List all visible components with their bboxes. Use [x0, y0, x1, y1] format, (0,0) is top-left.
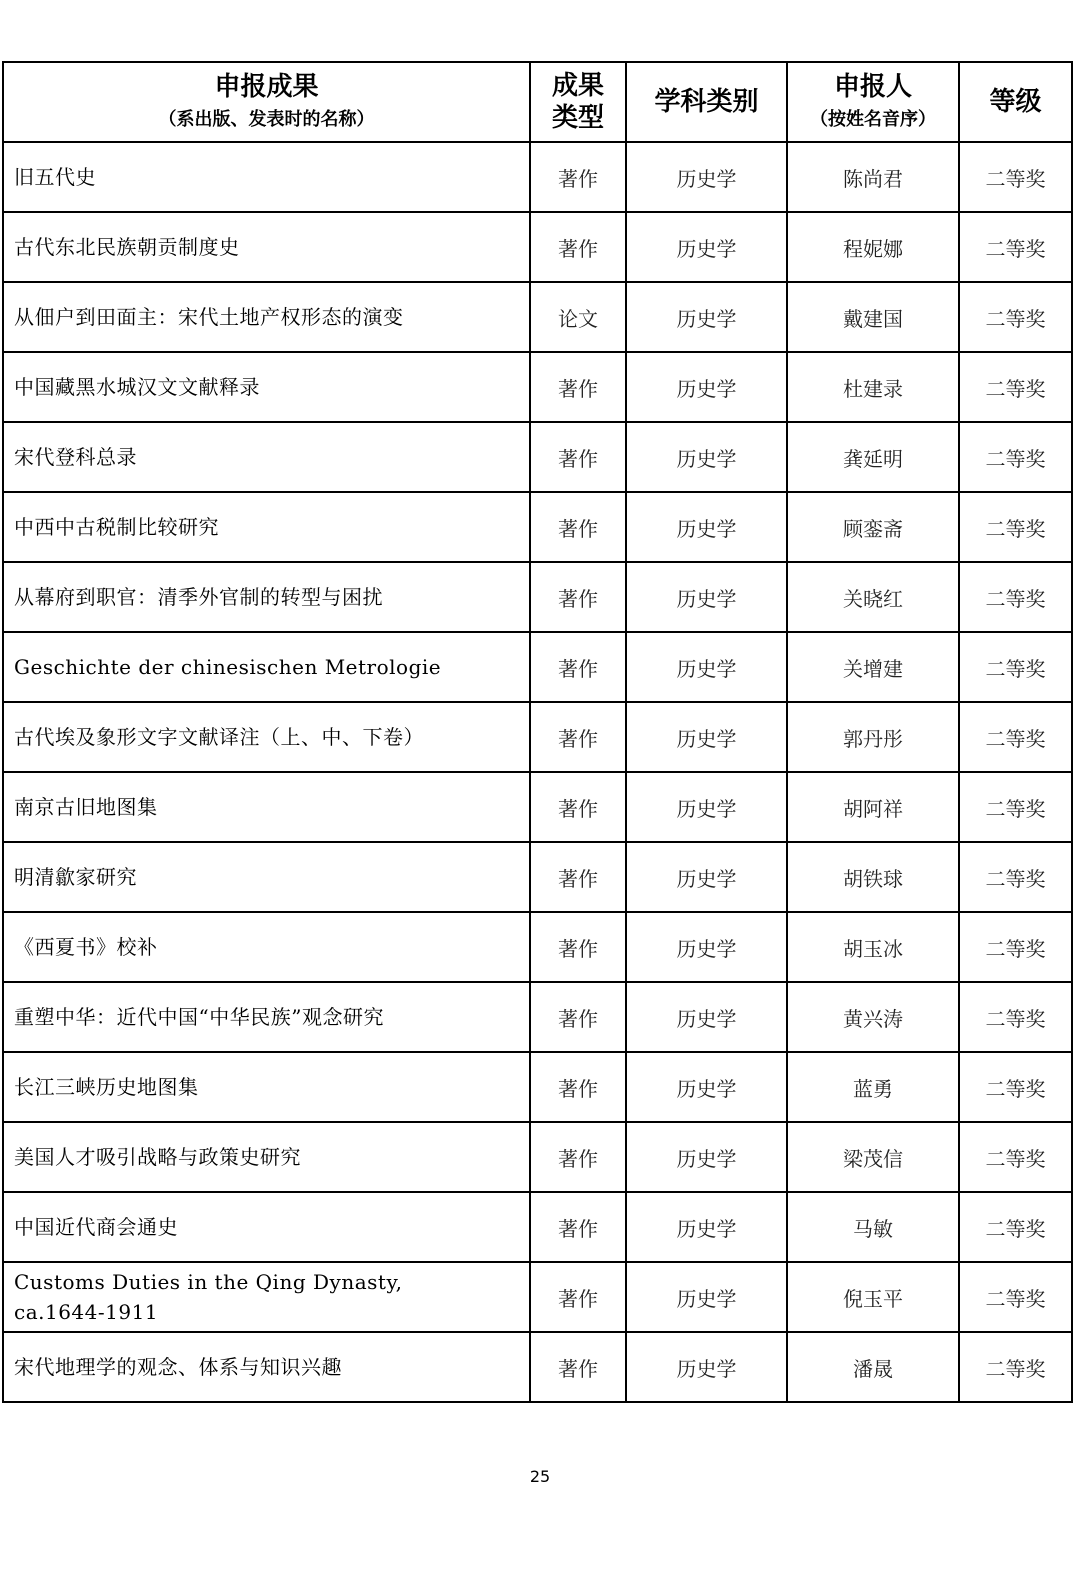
cell-title: 从幕府到职官：清季外官制的转型与困扰 [3, 562, 530, 632]
cell-applicant: 马敏 [787, 1192, 959, 1262]
cell-subject: 历史学 [626, 772, 787, 842]
cell-subject: 历史学 [626, 912, 787, 982]
cell-type: 著作 [530, 632, 626, 702]
cell-applicant: 关增建 [787, 632, 959, 702]
cell-title: 中西中古税制比较研究 [3, 492, 530, 562]
header-subject [626, 62, 787, 142]
cell-type: 著作 [530, 492, 626, 562]
header-result-title: 申报成果 [214, 72, 319, 102]
header-applicant [787, 62, 959, 142]
cell-title: 中国近代商会通史 [3, 1192, 530, 1262]
cell-grade: 二等奖 [959, 142, 1072, 212]
cell-grade: 二等奖 [959, 982, 1072, 1052]
cell-subject: 历史学 [626, 562, 787, 632]
cell-title: 重塑中华：近代中国“中华民族”观念研究 [3, 982, 530, 1052]
cell-title: 南京古旧地图集 [3, 772, 530, 842]
cell-applicant: 蓝勇 [787, 1052, 959, 1122]
cell-title: 宋代登科总录 [3, 422, 530, 492]
cell-title: 美国人才吸引战略与政策史研究 [3, 1122, 530, 1192]
cell-grade: 二等奖 [959, 212, 1072, 282]
cell-applicant: 潘晟 [787, 1332, 959, 1402]
cell-title: 宋代地理学的观念、体系与知识兴趣 [3, 1332, 530, 1402]
table-row [3, 842, 1072, 912]
cell-grade: 二等奖 [959, 702, 1072, 772]
cell-subject: 历史学 [626, 1122, 787, 1192]
cell-type: 著作 [530, 1122, 626, 1192]
cell-type: 著作 [530, 772, 626, 842]
cell-type: 著作 [530, 212, 626, 282]
table-row [3, 912, 1072, 982]
cell-title: Geschichte der chinesischen Metrologie [3, 632, 530, 702]
header-type-line1: 成果 [551, 71, 604, 101]
cell-grade: 二等奖 [959, 1052, 1072, 1122]
cell-grade: 二等奖 [959, 772, 1072, 842]
cell-grade: 二等奖 [959, 492, 1072, 562]
cell-applicant: 龚延明 [787, 422, 959, 492]
header-applicant-note: （按姓名音序） [810, 109, 936, 130]
cell-type: 著作 [530, 842, 626, 912]
cell-subject: 历史学 [626, 1332, 787, 1402]
table-row [3, 772, 1072, 842]
cell-type: 著作 [530, 352, 626, 422]
table-body [3, 142, 1072, 1402]
cell-title: 旧五代史 [3, 142, 530, 212]
header-result-note: （系出版、发表时的名称） [158, 109, 375, 130]
cell-subject: 历史学 [626, 842, 787, 912]
cell-type: 著作 [530, 1052, 626, 1122]
table-row [3, 142, 1072, 212]
cell-title: 中国藏黑水城汉文文献释录 [3, 352, 530, 422]
cell-type: 著作 [530, 1192, 626, 1262]
cell-grade: 二等奖 [959, 1332, 1072, 1402]
table-header [3, 62, 1072, 142]
cell-subject: 历史学 [626, 352, 787, 422]
table-row [3, 422, 1072, 492]
award-table [2, 61, 1073, 1403]
table-row [3, 492, 1072, 562]
cell-grade: 二等奖 [959, 912, 1072, 982]
cell-title: 明清歙家研究 [3, 842, 530, 912]
cell-grade: 二等奖 [959, 842, 1072, 912]
cell-grade: 二等奖 [959, 352, 1072, 422]
header-subject-label: 学科类别 [654, 87, 759, 117]
header-type [530, 62, 626, 142]
cell-type: 著作 [530, 912, 626, 982]
cell-subject: 历史学 [626, 1262, 787, 1332]
cell-applicant: 程妮娜 [787, 212, 959, 282]
cell-title: 古代东北民族朝贡制度史 [3, 212, 530, 282]
table-row [3, 632, 1072, 702]
cell-grade: 二等奖 [959, 562, 1072, 632]
cell-title: 古代埃及象形文字文献译注（上、中、下卷） [3, 702, 530, 772]
table-row [3, 1052, 1072, 1122]
cell-type: 著作 [530, 562, 626, 632]
cell-subject: 历史学 [626, 212, 787, 282]
table-row [3, 562, 1072, 632]
cell-type: 论文 [530, 282, 626, 352]
header-applicant-title: 申报人 [833, 72, 912, 102]
cell-subject: 历史学 [626, 282, 787, 352]
cell-type: 著作 [530, 1262, 626, 1332]
table-row [3, 1122, 1072, 1192]
cell-title: Customs Duties in the Qing Dynasty, ca.1644-1911 [3, 1262, 530, 1332]
table-row [3, 1192, 1072, 1262]
table-row [3, 212, 1072, 282]
page-number: 25 [529, 1467, 551, 1486]
header-result [3, 62, 530, 142]
cell-applicant: 黄兴涛 [787, 982, 959, 1052]
cell-type: 著作 [530, 1332, 626, 1402]
cell-applicant: 陈尚君 [787, 142, 959, 212]
cell-subject: 历史学 [626, 1052, 787, 1122]
cell-applicant: 胡玉冰 [787, 912, 959, 982]
cell-applicant: 戴建国 [787, 282, 959, 352]
cell-subject: 历史学 [626, 982, 787, 1052]
header-grade-label: 等级 [989, 87, 1042, 117]
cell-type: 著作 [530, 702, 626, 772]
cell-subject: 历史学 [626, 422, 787, 492]
cell-applicant: 倪玉平 [787, 1262, 959, 1332]
cell-subject: 历史学 [626, 632, 787, 702]
cell-grade: 二等奖 [959, 1262, 1072, 1332]
cell-type: 著作 [530, 142, 626, 212]
header-row [3, 62, 1072, 142]
cell-grade: 二等奖 [959, 1192, 1072, 1262]
cell-grade: 二等奖 [959, 422, 1072, 492]
cell-subject: 历史学 [626, 702, 787, 772]
cell-subject: 历史学 [626, 1192, 787, 1262]
cell-title: 从佃户到田面主：宋代土地产权形态的演变 [3, 282, 530, 352]
cell-title: 《西夏书》校补 [3, 912, 530, 982]
table-row [3, 282, 1072, 352]
cell-type: 著作 [530, 422, 626, 492]
cell-applicant: 胡铁球 [787, 842, 959, 912]
table-row [3, 982, 1072, 1052]
table-row [3, 352, 1072, 422]
cell-type: 著作 [530, 982, 626, 1052]
table-row [3, 1262, 1072, 1332]
cell-subject: 历史学 [626, 142, 787, 212]
header-grade [959, 62, 1072, 142]
cell-grade: 二等奖 [959, 632, 1072, 702]
cell-grade: 二等奖 [959, 282, 1072, 352]
table-row [3, 1332, 1072, 1402]
cell-applicant: 梁茂信 [787, 1122, 959, 1192]
cell-subject: 历史学 [626, 492, 787, 562]
cell-applicant: 郭丹彤 [787, 702, 959, 772]
cell-grade: 二等奖 [959, 1122, 1072, 1192]
header-type-line2: 类型 [551, 103, 604, 133]
table-row [3, 702, 1072, 772]
cell-title: 长江三峡历史地图集 [3, 1052, 530, 1122]
cell-applicant: 杜建录 [787, 352, 959, 422]
cell-applicant: 顾銮斋 [787, 492, 959, 562]
cell-applicant: 关晓红 [787, 562, 959, 632]
cell-applicant: 胡阿祥 [787, 772, 959, 842]
